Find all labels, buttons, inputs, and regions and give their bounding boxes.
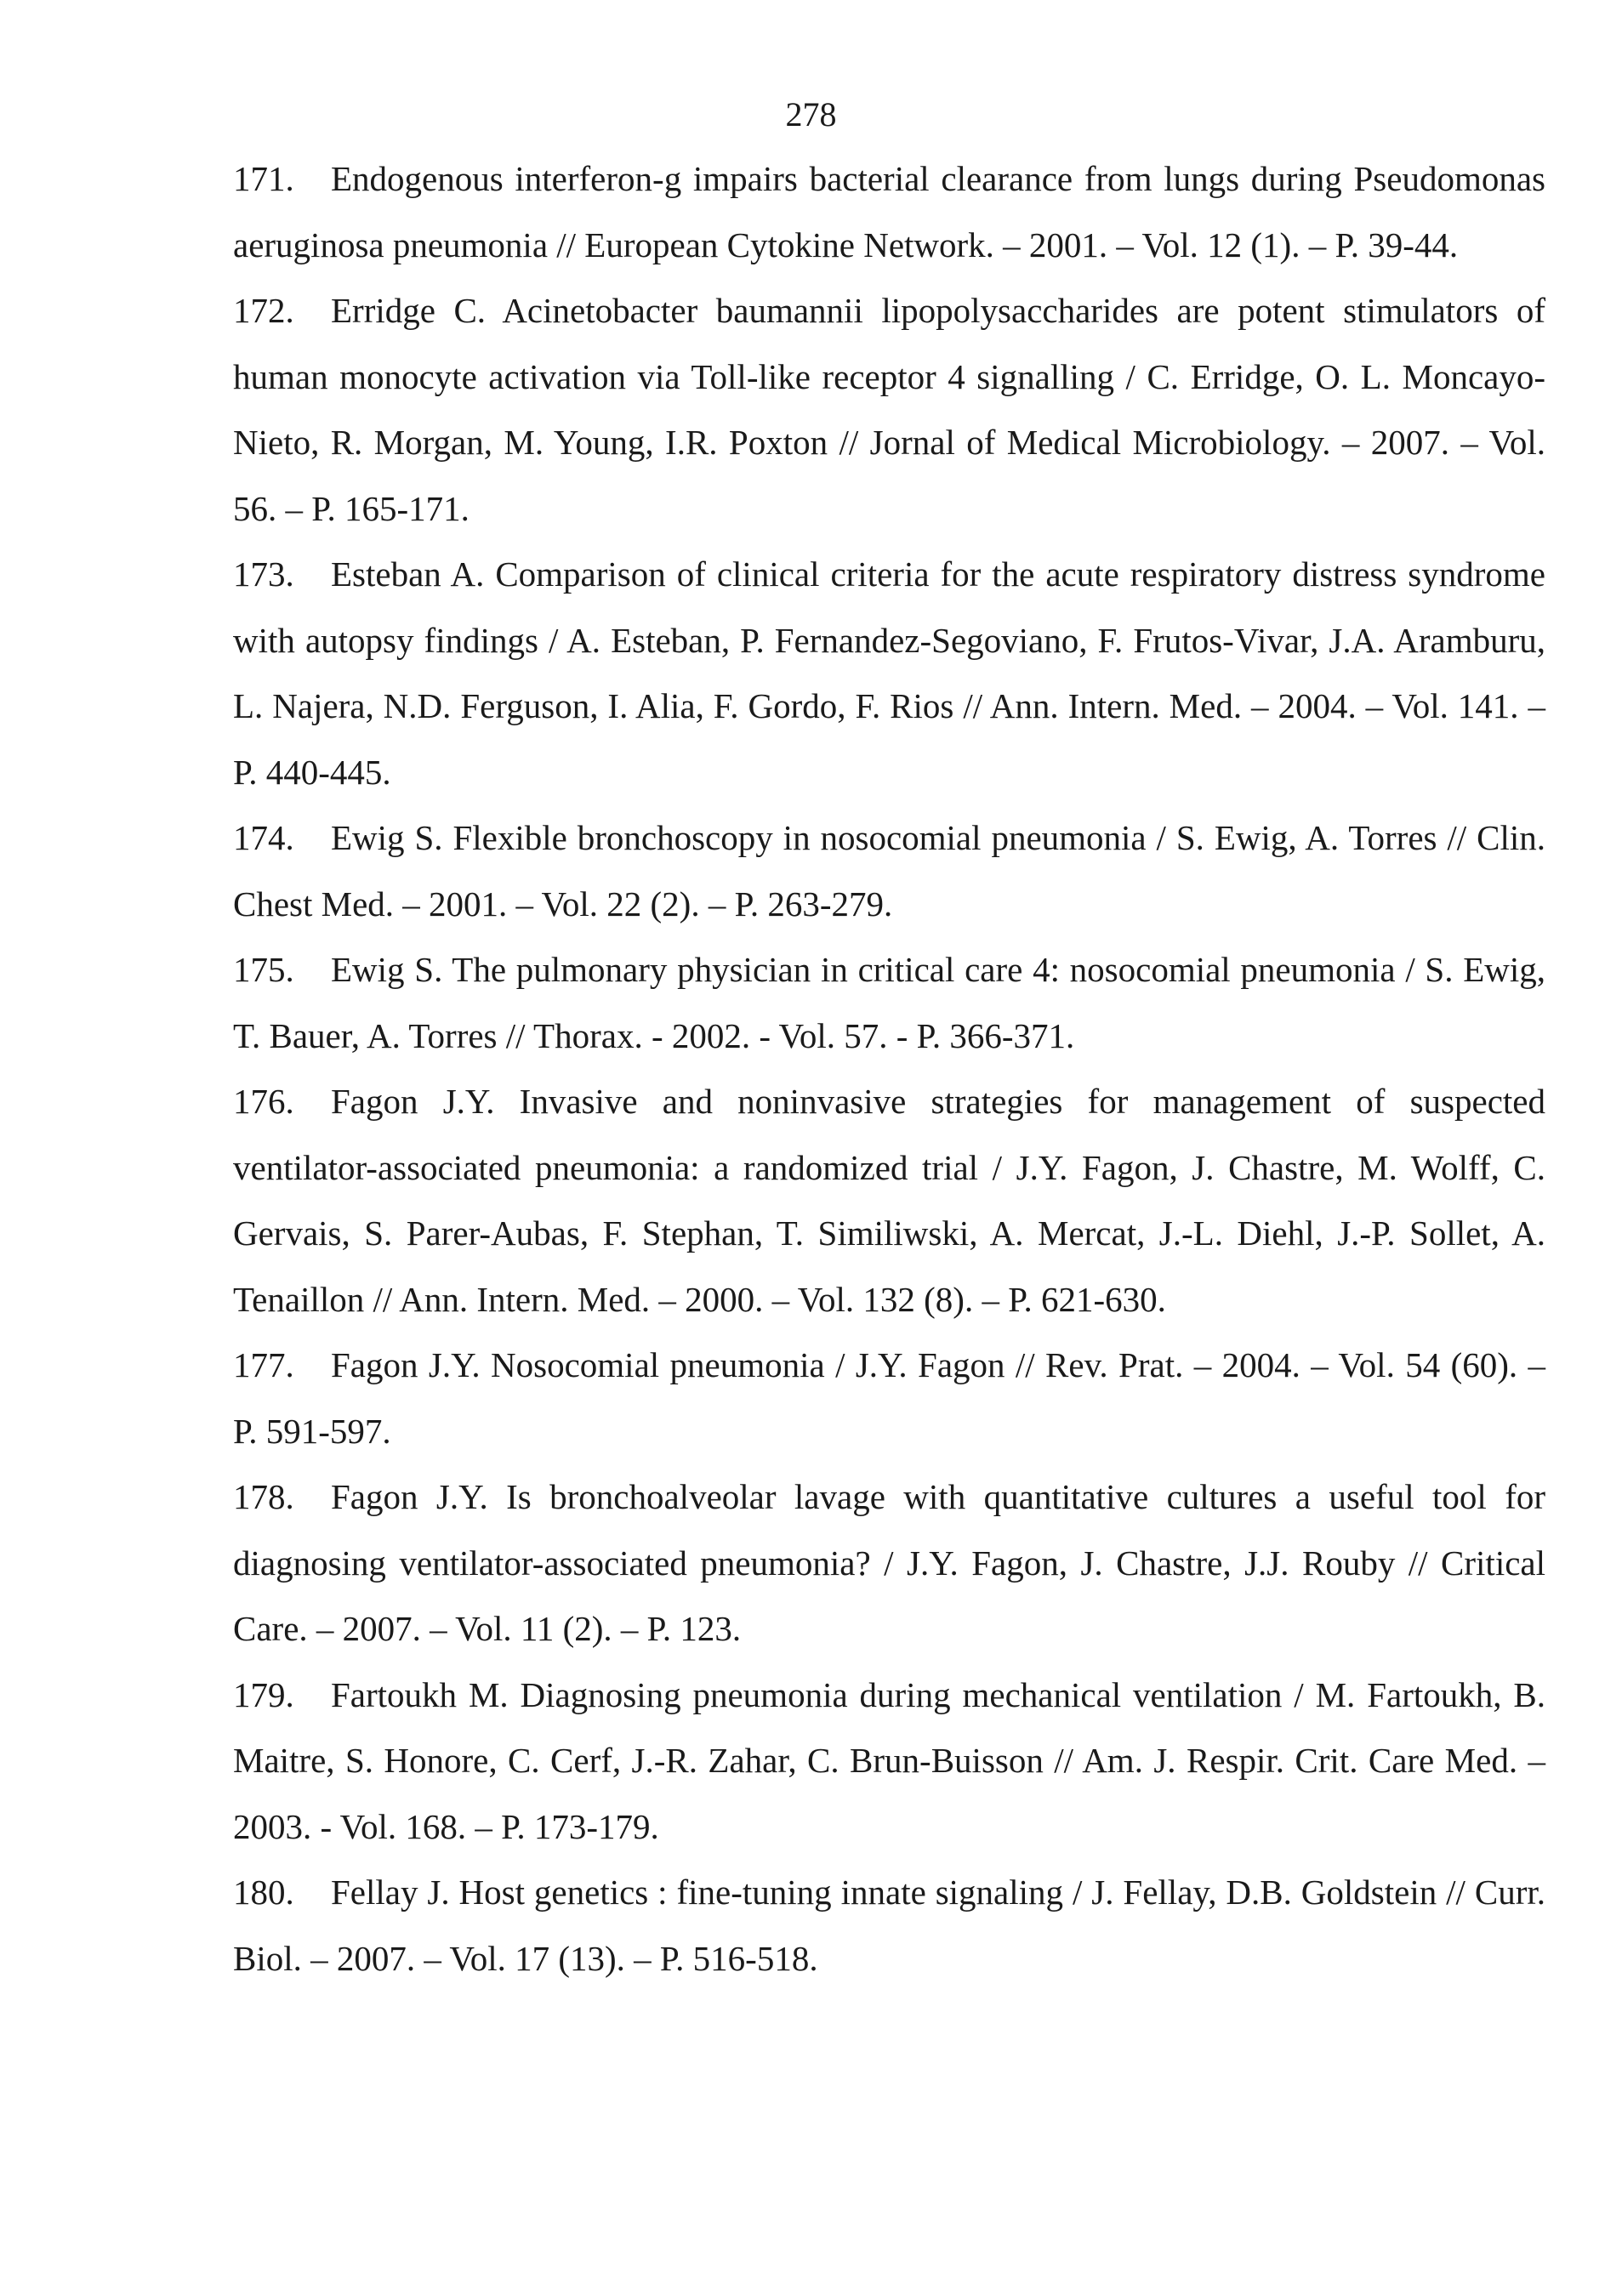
reference-number: 174. — [233, 818, 294, 857]
reference-item — [233, 937, 1545, 1069]
reference-text: Esteban A. Comparison of clinical criteria for the acute respiratory distress syndrome with autopsy findings / A. Esteban, P. Fernandez-Segoviano, F. Frutos-Vivar, J.A. Aramburu, L. Najera, N.D. Ferguson, I. Alia, F. Gordo, F. Rios // Ann. Intern. Med. – 2004. – Vol. 141. – P. 440-445. — [233, 554, 1545, 792]
reference-number: 179. — [233, 1674, 294, 1714]
reference-text: Ewig S. The pulmonary physician in critical care 4: nosocomial pneumonia / S. Ewig, T. Bauer, A. Torres // Thorax. - 2002. - Vol. 57. - P. 366-371. — [233, 950, 1545, 1055]
reference-item — [233, 542, 1545, 805]
reference-number: 177. — [233, 1345, 294, 1384]
reference-text: Fagon J.Y. Is bronchoalveolar lavage with quantitative cultures a useful tool for diagnosing ventilator-associated pneumonia? / J.Y. Fagon, J. Chastre, J.J. Rouby // Critical Care. – 2007. – Vol. 11 (2). – P. 123. — [233, 1477, 1545, 1648]
reference-text: Ewig S. Flexible bronchoscopy in nosocomial pneumonia / S. Ewig, A. Torres // Clin. Chest Med. – 2001. – Vol. 22 (2). – P. 263-279. — [233, 818, 1545, 924]
reference-text: Fartoukh M. Diagnosing pneumonia during mechanical ventilation / M. Fartoukh, B. Maitre, S. Honore, C. Cerf, J.-R. Zahar, C. Brun-Buisson // Am. J. Respir. Crit. Care Med. – 2003. - Vol. 168. – P. 173-179. — [233, 1674, 1545, 1846]
reference-text: Erridge C. Acinetobacter baumannii lipopolysaccharides are potent stimulators of human monocyte activation via Toll-like receptor 4 signalling / C. Erridge, O. L. Moncayo-Nieto, R. Morgan, M. Young, I.R. Poxton // Jornal of Medical Microbiology. – 2007. – Vol. 56. – P. 165-171. — [233, 291, 1545, 528]
reference-number: 171. — [233, 159, 294, 198]
reference-number: 172. — [233, 291, 294, 330]
reference-item — [233, 805, 1545, 937]
reference-item — [233, 1069, 1545, 1333]
reference-number: 173. — [233, 554, 294, 594]
page-number: 278 — [785, 95, 837, 134]
reference-list — [233, 146, 1545, 1992]
reference-item — [233, 1860, 1545, 1992]
reference-text: Fagon J.Y. Invasive and noninvasive strategies for management of suspected ventilator-associated pneumonia: a randomized trial / J.Y. Fagon, J. Chastre, M. Wolff, C. Gervais, S. Parer-Aubas, F. Stephan, T. Similiwski, A. Mercat, J.-L. Diehl, J.-P. Sollet, A. Tenaillon // Ann. Intern. Med. – 2000. – Vol. 132 (8). – P. 621-630. — [233, 1082, 1545, 1319]
reference-number: 178. — [233, 1477, 294, 1516]
reference-item — [233, 1662, 1545, 1861]
reference-text: Endogenous interferon-g impairs bacterial clearance from lungs during Pseudomonas aeruginosa pneumonia // European Cytokine Network. – 2001. – Vol. 12 (1). – P. 39-44. — [233, 159, 1545, 264]
reference-item — [233, 1464, 1545, 1662]
reference-item — [233, 278, 1545, 542]
reference-number: 175. — [233, 950, 294, 989]
reference-number: 176. — [233, 1082, 294, 1121]
reference-text: Fellay J. Host genetics : fine-tuning innate signaling / J. Fellay, D.B. Goldstein // Curr. Biol. – 2007. – Vol. 17 (13). – P. 516-518. — [233, 1873, 1545, 1978]
reference-item — [233, 146, 1545, 278]
reference-number: 180. — [233, 1873, 294, 1912]
reference-text: Fagon J.Y. Nosocomial pneumonia / J.Y. Fagon // Rev. Prat. – 2004. – Vol. 54 (60). – P. 591-597. — [233, 1345, 1545, 1451]
reference-item — [233, 1333, 1545, 1464]
